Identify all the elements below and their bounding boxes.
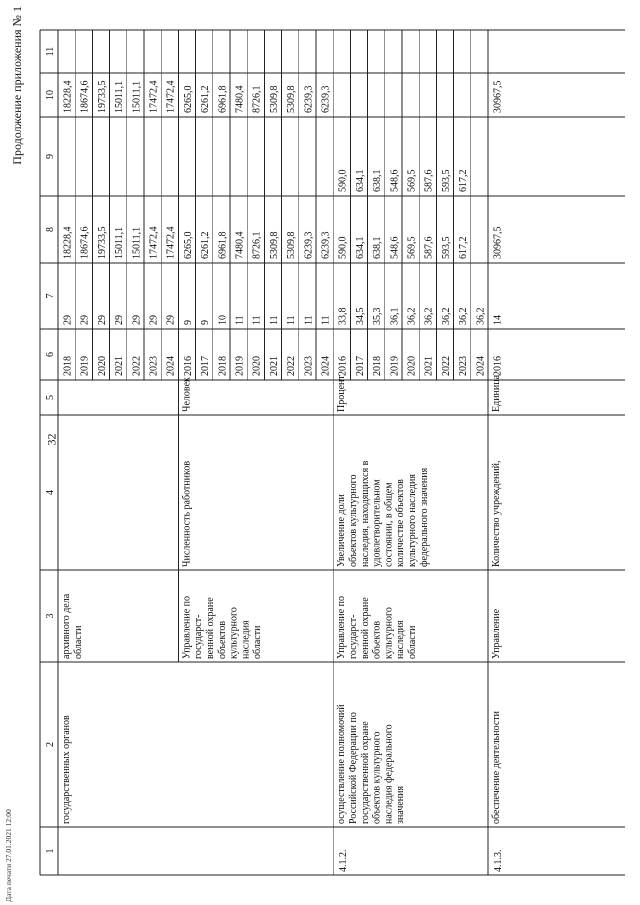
table-cell: 634,1 xyxy=(354,236,366,259)
table-cell: 617,2 xyxy=(458,169,470,192)
table-cell: 9 xyxy=(200,320,212,325)
table-cell: 2016 xyxy=(337,356,349,376)
table-cell: 2024 xyxy=(475,356,487,376)
executor-text: культурного xyxy=(228,607,240,659)
column-number: 11 xyxy=(45,46,56,57)
page-number: 32 xyxy=(44,433,59,446)
table-cell: 11 xyxy=(303,315,315,325)
table-cell: 15011,1 xyxy=(114,226,126,259)
table-cell: 6239,3 xyxy=(303,231,315,259)
table-cell: 569,5 xyxy=(406,236,418,259)
executor-text: наследия xyxy=(240,620,252,659)
column-number: 2 xyxy=(45,742,56,747)
activity-text: Российской Федерации по xyxy=(348,712,359,824)
indicator-text: Численность работников xyxy=(181,460,193,567)
table-cell: 15011,1 xyxy=(131,80,143,113)
table-cell: 18228,4 xyxy=(62,80,74,113)
executor-text: венной охране xyxy=(359,597,371,659)
executor-text: объектов xyxy=(216,620,228,659)
executor-text: государст- xyxy=(348,614,359,659)
activity-text: государственных органов xyxy=(61,715,72,824)
table-cell: 11 xyxy=(251,315,263,325)
executor-text: области xyxy=(407,625,418,659)
activity-text: осуществление полномочий xyxy=(336,704,348,824)
table-cell: 6239,3 xyxy=(320,231,332,259)
column-number: 6 xyxy=(45,352,56,357)
executor-text: объектов xyxy=(371,620,383,659)
table-cell: 30967,5 xyxy=(492,80,504,113)
executor-text: Управление по xyxy=(181,595,193,659)
table-cell: 2018 xyxy=(217,356,229,376)
table-cell: 17472,4 xyxy=(148,80,160,113)
table-cell: 7480,4 xyxy=(234,231,246,259)
table-cell: 29 xyxy=(62,315,74,325)
section-id: 4.1.3. xyxy=(493,849,504,872)
table-cell: 29 xyxy=(114,315,126,325)
table-cell: 33,8 xyxy=(337,307,349,325)
table-cell: 5309,8 xyxy=(286,231,298,259)
table-cell: 8726,1 xyxy=(251,85,263,113)
table-cell: 2016 xyxy=(182,356,194,376)
activity-text: обеспечение деятельности xyxy=(491,711,502,824)
column-number: 7 xyxy=(45,293,56,299)
activity-text: государственной охране xyxy=(359,721,371,824)
table-cell: 2022 xyxy=(440,356,452,376)
executor-text: венной охране xyxy=(205,597,216,659)
table-cell: 590,0 xyxy=(337,236,349,259)
table-cell: 15011,1 xyxy=(131,226,143,259)
executor-text: Управление xyxy=(491,608,502,659)
table-cell: 17472,4 xyxy=(148,226,160,259)
table-cell: 17472,4 xyxy=(165,80,177,113)
table-cell: 2023 xyxy=(303,356,315,376)
table-cell: 2020 xyxy=(96,356,108,376)
table-cell: 5309,8 xyxy=(268,231,280,259)
table-cell: 11 xyxy=(286,315,298,325)
table-cell: 593,5 xyxy=(440,236,452,259)
column-number: 5 xyxy=(45,395,56,400)
activity-text: наследия федерального xyxy=(383,724,395,824)
table-cell: 2018 xyxy=(62,356,74,376)
table-cell: 587,6 xyxy=(423,236,435,259)
table-cell: 2023 xyxy=(148,356,160,376)
table-cell: 2019 xyxy=(389,356,401,376)
table-cell: 29 xyxy=(96,315,108,325)
table-cell: 18674,6 xyxy=(79,80,91,113)
table-cell: 6961,8 xyxy=(217,85,229,113)
indicator-text: объектов культурного xyxy=(348,474,359,567)
table-cell: 29 xyxy=(79,315,91,325)
indicator-text: федерального значения xyxy=(418,467,430,567)
table-cell: 6961,8 xyxy=(217,231,229,259)
table-cell: 8726,1 xyxy=(251,231,263,259)
print-date: Дата печати 27.01.2021 12:00 xyxy=(4,809,13,902)
table-cell: 29 xyxy=(148,315,160,325)
table-cell: 2017 xyxy=(354,356,366,376)
table-cell: 11 xyxy=(268,315,280,325)
indicator-text: Увеличение доли xyxy=(336,494,348,567)
table-cell: 10 xyxy=(217,315,229,325)
table-cell: 17472,4 xyxy=(165,226,177,259)
table-cell: 590,0 xyxy=(337,169,349,192)
table-cell: 2017 xyxy=(200,356,212,376)
executor-text: области xyxy=(72,625,84,659)
table-cell: 6265,0 xyxy=(182,231,194,259)
table-cell: 5309,8 xyxy=(286,85,298,113)
table-cell: 587,6 xyxy=(423,169,435,192)
table-cell: 548,6 xyxy=(389,169,401,192)
table-cell: 36,2 xyxy=(423,307,435,325)
executor-text: культурного xyxy=(383,607,395,659)
executor-text: области xyxy=(252,625,264,659)
table-cell: 2019 xyxy=(79,356,91,376)
table-cell: 14 xyxy=(492,315,504,325)
table-cell: 638,1 xyxy=(372,169,384,192)
table-cell: 2019 xyxy=(234,356,246,376)
table-cell: 2022 xyxy=(286,356,298,376)
activity-text: значения xyxy=(395,785,407,824)
table-cell: 617,2 xyxy=(458,236,470,259)
column-number: 9 xyxy=(45,154,56,159)
table-cell: 15011,1 xyxy=(114,80,126,113)
table-cell: 19733,5 xyxy=(96,80,108,113)
executor-text: наследия xyxy=(395,620,407,659)
table-cell: 2020 xyxy=(251,356,263,376)
table-cell: 34,5 xyxy=(354,307,366,325)
table-cell: 6239,3 xyxy=(303,85,315,113)
table-cell: 2024 xyxy=(320,356,332,376)
table-cell: 593,5 xyxy=(440,169,452,192)
unit-text: Человек xyxy=(181,377,193,412)
table-cell: 638,1 xyxy=(372,236,384,259)
table-cell: 5309,8 xyxy=(268,85,280,113)
column-number: 1 xyxy=(45,848,56,854)
table-cell: 2020 xyxy=(406,356,418,376)
table-cell: 2021 xyxy=(268,356,280,376)
unit-text: Единица xyxy=(491,374,502,412)
table-cell: 19733,5 xyxy=(96,226,108,259)
table-cell: 18674,6 xyxy=(79,226,91,259)
table-cell: 11 xyxy=(320,315,332,325)
table-cell: 11 xyxy=(234,315,246,325)
table-cell: 2023 xyxy=(458,356,470,376)
indicator-text: удовлетворительном xyxy=(371,479,383,567)
indicator-text: количестве объектов xyxy=(395,479,407,567)
table-cell: 2021 xyxy=(114,356,126,376)
table-cell: 6261,2 xyxy=(200,231,212,259)
indicator-text: состоянии, в общем xyxy=(383,482,395,567)
table-cell: 9 xyxy=(182,320,194,325)
column-number: 4 xyxy=(45,490,56,495)
executor-text: архивного дела xyxy=(61,593,72,659)
executor-text: государст- xyxy=(193,614,205,659)
executor-text: Управление по xyxy=(336,595,348,659)
table-cell: 6239,3 xyxy=(320,85,332,113)
activity-text: объектов культурного xyxy=(371,731,383,824)
table-cell: 36,2 xyxy=(440,307,452,325)
table-cell: 2018 xyxy=(372,356,384,376)
table-cell: 2021 xyxy=(423,356,435,376)
indicator-text: Количество учреждений, xyxy=(491,460,502,567)
appendix-header: Продолжение приложения № 1 xyxy=(10,6,24,165)
table-cell: 2022 xyxy=(131,356,143,376)
table-cell: 7480,4 xyxy=(234,85,246,113)
column-number: 3 xyxy=(45,613,56,619)
table-cell: 6265,0 xyxy=(182,85,194,113)
table-cell: 29 xyxy=(131,315,143,325)
table-cell: 18228,4 xyxy=(62,226,74,259)
table-cell: 36,2 xyxy=(406,307,418,325)
table-cell: 569,5 xyxy=(406,169,418,192)
unit-text: Процент xyxy=(336,375,348,412)
table-cell: 6261,2 xyxy=(200,85,212,113)
indicator-text: наследия, находящихся в xyxy=(359,460,371,567)
table-cell: 35,3 xyxy=(372,307,384,325)
section-id: 4.1.2. xyxy=(338,849,350,872)
table-cell: 36,2 xyxy=(475,307,487,325)
table-cell: 2016 xyxy=(492,356,504,376)
table-cell: 36,1 xyxy=(389,307,401,325)
table-cell: 30967,5 xyxy=(492,226,504,259)
indicator-text: культурного наследия xyxy=(407,474,418,567)
column-number: 10 xyxy=(45,90,56,100)
table-cell: 634,1 xyxy=(354,169,366,192)
table-cell: 548,6 xyxy=(389,236,401,259)
table-cell: 2024 xyxy=(165,356,177,376)
table-cell: 29 xyxy=(165,315,177,325)
table-cell: 36,2 xyxy=(458,307,470,325)
column-number: 8 xyxy=(45,227,56,232)
